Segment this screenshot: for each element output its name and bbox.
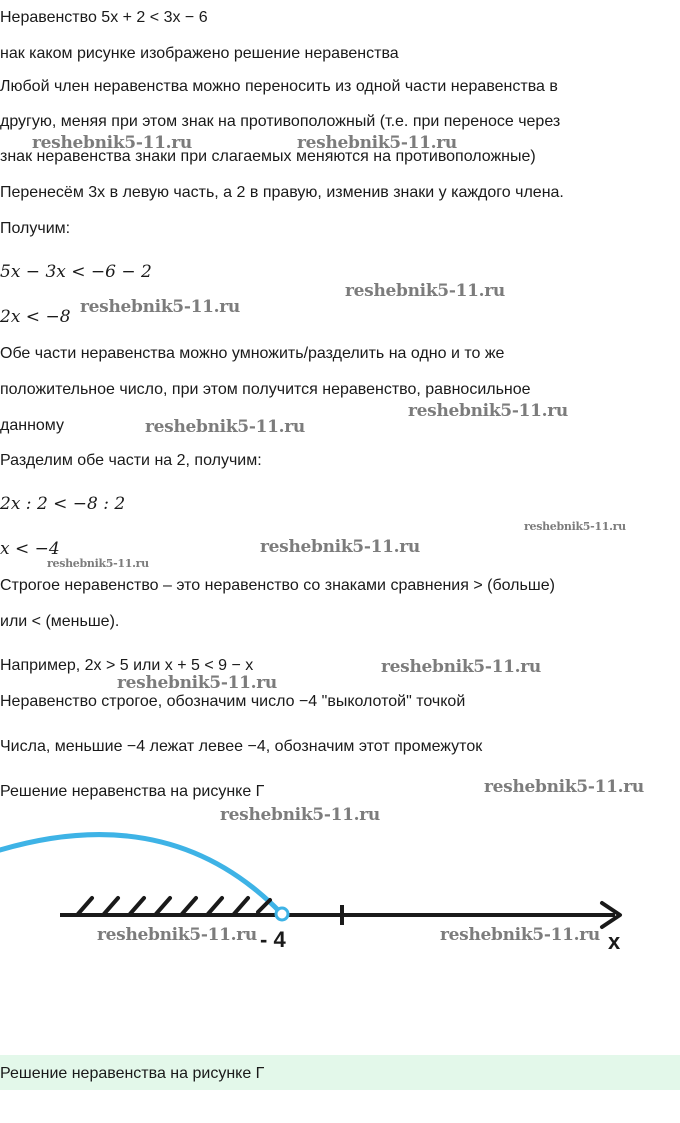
problem-statement: Неравенство 5x + 2 < 3x − 6 <box>0 9 208 26</box>
explanation-line: данному <box>0 417 64 434</box>
explanation-line: Решение неравенства на рисунке Г <box>0 783 265 800</box>
explanation-line: Любой член неравенства можно переносить из одной части неравенства в <box>0 78 558 95</box>
equation: 2x < −8 <box>0 307 71 327</box>
watermark: reshebnik5-11.ru <box>408 401 568 421</box>
question-text: нак каком рисунке изображено решение неравенства <box>0 45 399 62</box>
watermark: reshebnik5-11.ru <box>381 657 541 677</box>
explanation-line: Перенесём 3x в левую часть, а 2 в правую, изменив знаки у каждого члена. <box>0 184 564 201</box>
watermark: reshebnik5-11.ru <box>145 417 305 437</box>
answer-text: Решение неравенства на рисунке Г <box>0 1065 265 1082</box>
point-label: - 4 <box>260 927 286 952</box>
watermark: reshebnik5-11.ru <box>97 925 257 945</box>
watermark: reshebnik5-11.ru <box>484 777 644 797</box>
explanation-line: или < (меньше). <box>0 613 120 630</box>
explanation-line: другую, меняя при этом знак на противоположный (т.е. при переносе через <box>0 113 561 130</box>
explanation-line: Например, 2x > 5 или x + 5 < 9 − x <box>0 657 254 674</box>
equation: x < −4 <box>0 539 60 559</box>
explanation-line: Обе части неравенства можно умножить/разделить на одно и то же <box>0 345 505 362</box>
watermark: reshebnik5-11.ru <box>524 520 626 533</box>
axis-label: x <box>608 929 621 954</box>
explanation-line: Неравенство строгое, обозначим число −4 "выколотой" точкой <box>0 693 466 710</box>
answer-box <box>0 1055 680 1090</box>
watermark: reshebnik5-11.ru <box>117 673 277 693</box>
explanation-line: знак неравенства знаки при слагаемых меняются на противоположные) <box>0 148 536 165</box>
equation: 5x − 3x < −6 − 2 <box>0 262 152 282</box>
watermark: reshebnik5-11.ru <box>345 281 505 301</box>
explanation-line: Получим: <box>0 220 71 237</box>
watermark: reshebnik5-11.ru <box>440 925 600 945</box>
hatching <box>78 898 270 914</box>
explanation-line: положительное число, при этом получится неравенство, равносильное <box>0 381 531 398</box>
watermark: reshebnik5-11.ru <box>47 557 149 570</box>
explanation-line: Строгое неравенство – это неравенство со знаками сравнения > (больше) <box>0 577 555 594</box>
watermark: reshebnik5-11.ru <box>260 537 420 557</box>
watermark: reshebnik5-11.ru <box>220 805 380 825</box>
watermark: reshebnik5-11.ru <box>80 297 240 317</box>
watermark: reshebnik5-11.ru <box>32 133 192 153</box>
explanation-line: Разделим обе части на 2, получим: <box>0 452 262 469</box>
equation: 2x : 2 < −8 : 2 <box>0 494 126 514</box>
open-point <box>276 908 288 920</box>
explanation-line: Числа, меньшие −4 лежат левее −4, обозначим этот промежуток <box>0 738 483 755</box>
watermark: reshebnik5-11.ru <box>297 133 457 153</box>
